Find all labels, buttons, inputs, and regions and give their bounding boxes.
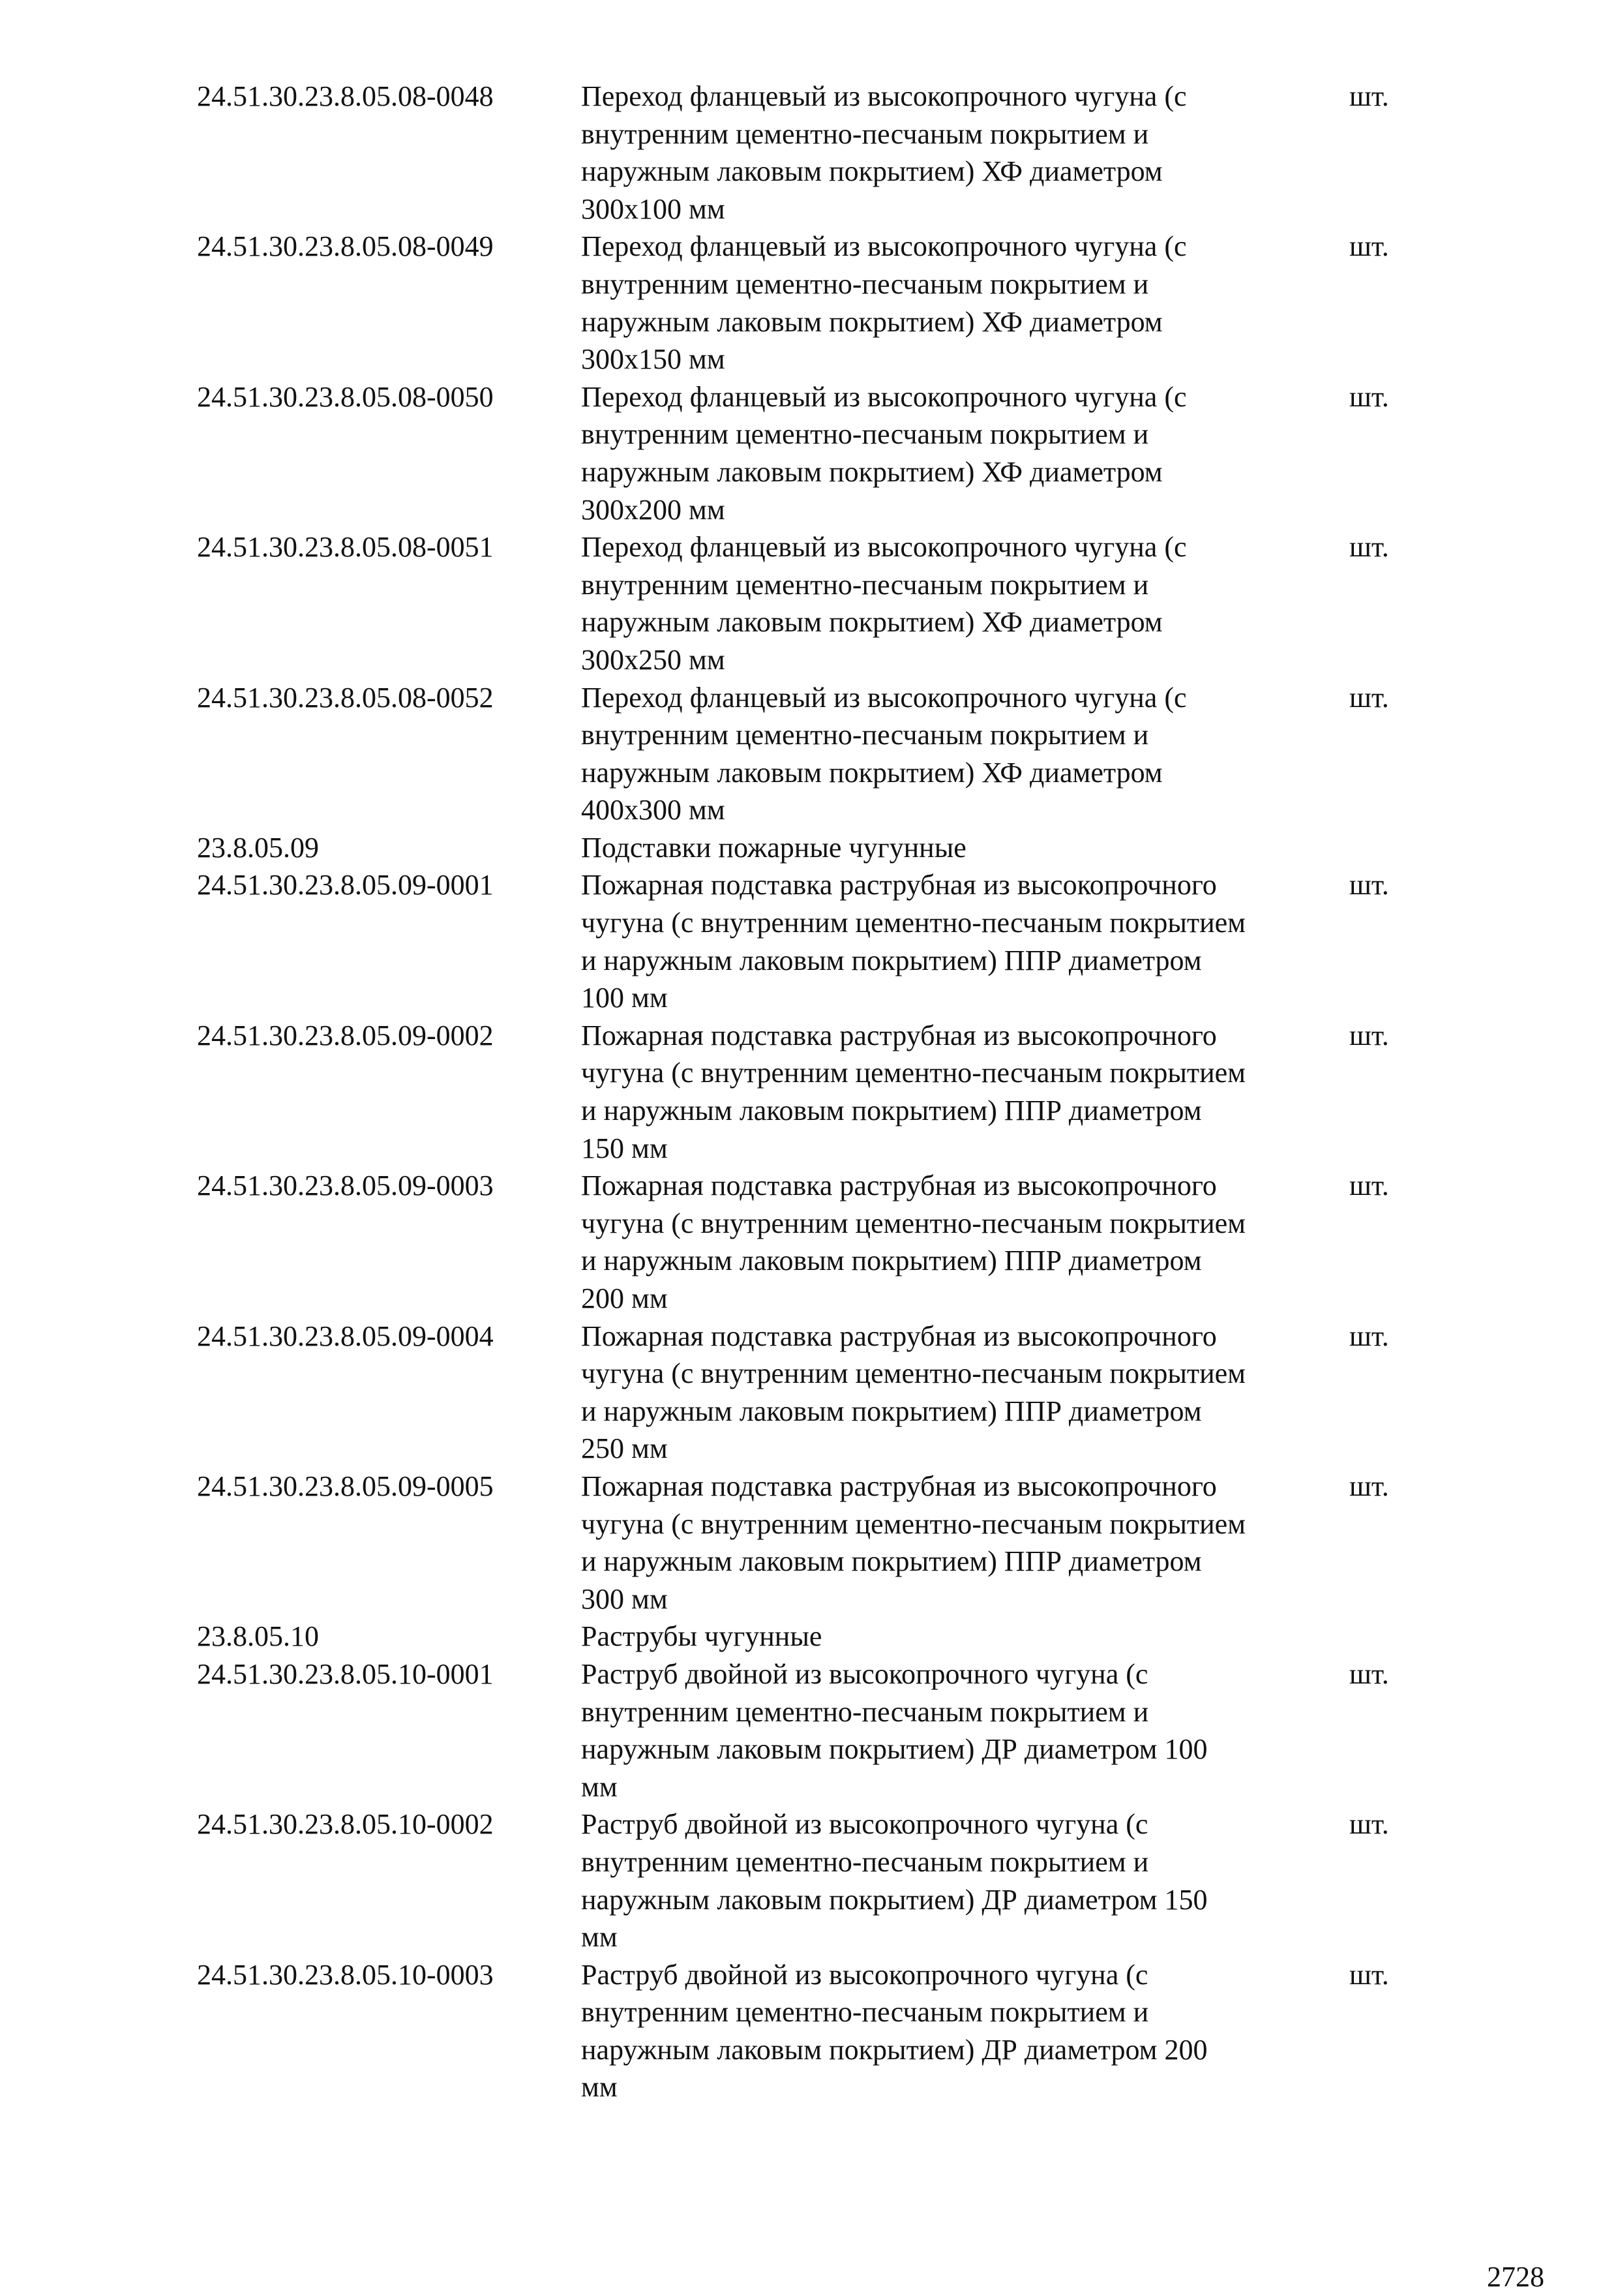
description-line: 300x100 мм (581, 192, 725, 225)
table-row (197, 1655, 1436, 1805)
description-line: наружным лаковым покрытием) ДР диаметром 100 (581, 1733, 1208, 1766)
description-line: Раструб двойной из высокопрочного чугуна (с (581, 1958, 1148, 1991)
description-line: 300 мм (581, 1582, 668, 1615)
description-line: Пожарная подставка раструбная из высокопрочного (581, 1170, 1217, 1202)
page-number: 2728 (1487, 2261, 1544, 2293)
table-row (197, 378, 1436, 528)
resource-description (581, 1655, 1349, 1805)
unit-of-measure: шт. (1349, 1657, 1389, 1690)
description-line: внутренним цементно-песчаным покрытием и (581, 418, 1149, 451)
description-line: мм (581, 1770, 618, 1803)
description-line: мм (581, 1921, 618, 1954)
resource-code: 24.51.30.23.8.05.10-0002 (197, 1808, 494, 1841)
description-line: 400x300 мм (581, 794, 725, 826)
description-line: чугуна (с внутренним цементно-песчаным покрытием (581, 1357, 1246, 1390)
resource-description (581, 1468, 1349, 1618)
description-line: внутренним цементно-песчаным покрытием и (581, 117, 1149, 150)
description-line: Раструб двойной из высокопрочного чугуна (с (581, 1808, 1148, 1841)
resource-description (581, 528, 1349, 678)
table-row (197, 1805, 1436, 1956)
resource-description (581, 1805, 1349, 1956)
description-line: 100 мм (581, 982, 668, 1014)
resource-description (581, 829, 1349, 867)
description-line: наружным лаковым покрытием) ХФ диаметром (581, 155, 1163, 188)
resource-description (581, 679, 1349, 829)
description-line: чугуна (с внутренним цементно-песчаным покрытием (581, 1057, 1246, 1089)
description-line: наружным лаковым покрытием) ДР диаметром 200 (581, 2033, 1208, 2066)
table-row (197, 679, 1436, 829)
description-line: чугуна (с внутренним цементно-песчаным покрытием (581, 1507, 1246, 1540)
resource-description (581, 1618, 1349, 1655)
description-line: Раструб двойной из высокопрочного чугуна (с (581, 1657, 1148, 1690)
description-line: Переход фланцевый из высокопрочного чугуна (с (581, 230, 1187, 263)
description-line: 150 мм (581, 1132, 668, 1164)
resource-description (581, 1956, 1349, 2106)
table-row (197, 528, 1436, 678)
unit-of-measure: шт. (1349, 1320, 1389, 1352)
description-line: Пожарная подставка раструбная из высокопрочного (581, 1019, 1217, 1051)
table-row (197, 1017, 1436, 1167)
description-line: наружным лаковым покрытием) ДР диаметром 150 (581, 1883, 1208, 1916)
description-line: 200 мм (581, 1282, 668, 1314)
table-row (197, 1167, 1436, 1317)
description-line: Подставки пожарные чугунные (581, 831, 966, 864)
resource-code: 24.51.30.23.8.05.10-0003 (197, 1958, 494, 1991)
resource-code: 24.51.30.23.8.05.10-0001 (197, 1657, 494, 1690)
description-line: наружным лаковым покрытием) ХФ диаметром (581, 606, 1163, 639)
resource-code: 23.8.05.09 (197, 831, 319, 864)
unit-of-measure: шт. (1349, 681, 1389, 714)
resource-code: 24.51.30.23.8.05.08-0051 (197, 531, 494, 564)
description-line: и наружным лаковым покрытием) ППР диаметром (581, 944, 1202, 976)
resource-description (581, 1017, 1349, 1167)
unit-of-measure: шт. (1349, 531, 1389, 564)
description-line: и наружным лаковым покрытием) ППР диаметром (581, 1395, 1202, 1427)
table-row (197, 866, 1436, 1016)
table-row (197, 78, 1436, 228)
description-line: Переход фланцевый из высокопрочного чугуна (с (581, 681, 1187, 714)
description-line: чугуна (с внутренним цементно-песчаным покрытием (581, 907, 1246, 939)
description-line: наружным лаковым покрытием) ХФ диаметром (581, 305, 1163, 338)
resource-description (581, 228, 1349, 378)
description-line: внутренним цементно-песчаным покрытием и (581, 719, 1149, 751)
table-row (197, 1318, 1436, 1468)
description-line: Переход фланцевый из высокопрочного чугуна (с (581, 531, 1187, 564)
table-row (197, 228, 1436, 378)
resource-code: 24.51.30.23.8.05.09-0003 (197, 1170, 494, 1202)
description-line: внутренним цементно-песчаным покрытием и (581, 267, 1149, 300)
description-line: 300x150 мм (581, 343, 725, 376)
description-line: наружным лаковым покрытием) ХФ диаметром (581, 756, 1163, 789)
description-line: внутренним цементно-песчаным покрытием и (581, 1695, 1149, 1728)
description-line: внутренним цементно-песчаным покрытием и (581, 568, 1149, 601)
description-line: и наружным лаковым покрытием) ППР диаметром (581, 1095, 1202, 1127)
description-line: мм (581, 2071, 618, 2104)
unit-of-measure: шт. (1349, 1170, 1389, 1202)
resource-code: 24.51.30.23.8.05.09-0004 (197, 1320, 494, 1352)
unit-of-measure: шт. (1349, 1019, 1389, 1051)
group-header-row (197, 1618, 1436, 1655)
description-line: Пожарная подставка раструбная из высокопрочного (581, 869, 1217, 901)
unit-of-measure: шт. (1349, 1470, 1389, 1502)
resource-description (581, 1167, 1349, 1317)
resource-code: 24.51.30.23.8.05.09-0002 (197, 1019, 494, 1051)
resource-code: 24.51.30.23.8.05.08-0052 (197, 681, 494, 714)
unit-of-measure: шт. (1349, 869, 1389, 901)
group-header-row (197, 829, 1436, 867)
description-line: Раструбы чугунные (581, 1620, 822, 1653)
description-line: Переход фланцевый из высокопрочного чугуна (с (581, 80, 1187, 112)
resource-code: 23.8.05.10 (197, 1620, 319, 1653)
description-line: наружным лаковым покрытием) ХФ диаметром (581, 455, 1163, 488)
description-line: 300x200 мм (581, 493, 725, 526)
resource-description (581, 1318, 1349, 1468)
resource-code: 24.51.30.23.8.05.08-0050 (197, 380, 494, 413)
description-line: 250 мм (581, 1432, 668, 1465)
resource-table (197, 78, 1436, 2106)
unit-of-measure: шт. (1349, 1808, 1389, 1841)
unit-of-measure: шт. (1349, 380, 1389, 413)
resource-code: 24.51.30.23.8.05.08-0048 (197, 80, 494, 112)
description-line: внутренним цементно-песчаным покрытием и (581, 1996, 1149, 2029)
resource-code: 24.51.30.23.8.05.09-0005 (197, 1470, 494, 1502)
resource-description (581, 378, 1349, 528)
resource-code: 24.51.30.23.8.05.09-0001 (197, 869, 494, 901)
resource-description (581, 78, 1349, 228)
description-line: и наружным лаковым покрытием) ППР диаметром (581, 1245, 1202, 1277)
description-line: и наружным лаковым покрытием) ППР диаметром (581, 1545, 1202, 1578)
description-line: Пожарная подставка раструбная из высокопрочного (581, 1470, 1217, 1502)
resource-description (581, 866, 1349, 1016)
description-line: внутренним цементно-песчаным покрытием и (581, 1845, 1149, 1878)
unit-of-measure: шт. (1349, 80, 1389, 112)
table-row (197, 1956, 1436, 2106)
description-line: Пожарная подставка раструбная из высокопрочного (581, 1320, 1217, 1352)
unit-of-measure: шт. (1349, 230, 1389, 263)
description-line: 300x250 мм (581, 643, 725, 676)
resource-code: 24.51.30.23.8.05.08-0049 (197, 230, 494, 263)
table-row (197, 1468, 1436, 1618)
description-line: чугуна (с внутренним цементно-песчаным покрытием (581, 1207, 1246, 1239)
description-line: Переход фланцевый из высокопрочного чугуна (с (581, 380, 1187, 413)
unit-of-measure: шт. (1349, 1958, 1389, 1991)
